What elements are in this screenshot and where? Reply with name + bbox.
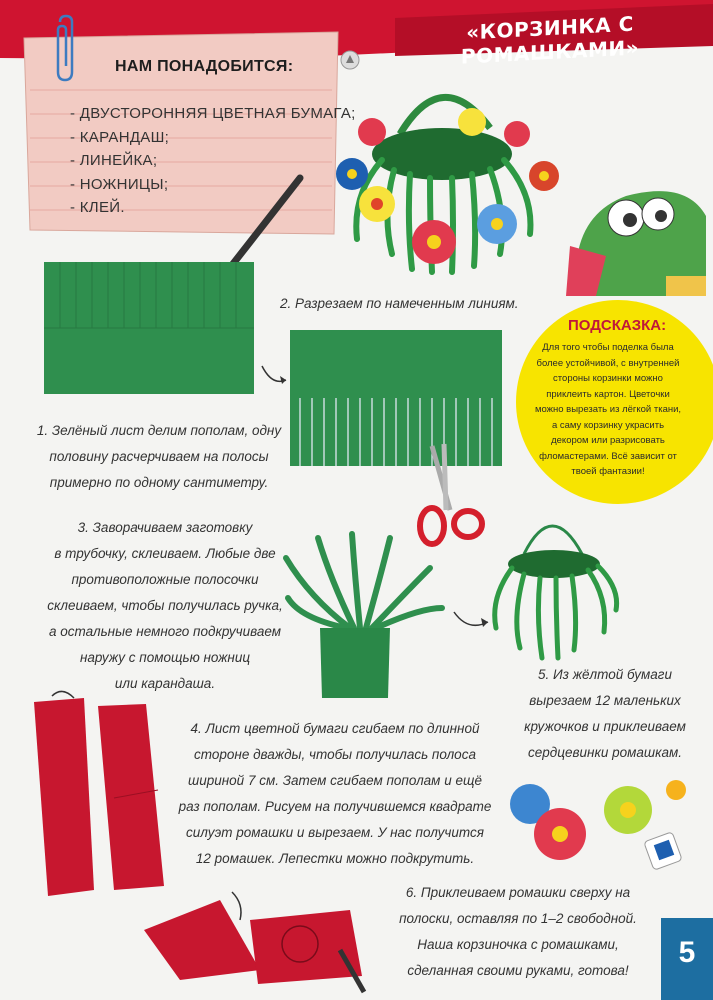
arrow-icon xyxy=(450,604,494,634)
dinosaur-mascot-image xyxy=(566,176,706,296)
finished-basket-image xyxy=(312,74,572,284)
step-4-text: 4. Лист цветной бумаги сгибаем по длинной стороне дважды, чтобы получилась полоса шириной 7 см. Затем сгибаем пополам и ещё раз пополам. Рисуем на получившемся квадрате силуэт ромашки и вырезаем. У нас получится 12 ромашек. Лепестки можно подкрутить. xyxy=(178,721,492,866)
page-title: «КОРЗИНКА С РОМАШКАМИ» xyxy=(460,11,640,69)
red-strip-fold-image xyxy=(28,690,178,900)
list-item: - ДВУСТОРОННЯЯ ЦВЕТНАЯ БУМАГА; xyxy=(70,105,356,122)
arrow-icon xyxy=(258,360,292,390)
step-1-text: 1. Зелёный лист делим пополам, одну половину расчерчиваем на полосы примерно по одному сантиметру. xyxy=(36,423,282,490)
page-number: 5 xyxy=(678,936,696,969)
paperclip-icon xyxy=(50,14,80,84)
red-daisy-cut-image xyxy=(140,880,370,995)
list-item: - НОЖНИЦЫ; xyxy=(70,175,169,193)
step-6-text: 6. Приклеиваем ромашки сверху на полоски, оставляя по 1–2 свободной. Наша корзиночка с ромашками, сделанная своими руками, готова! xyxy=(399,885,637,978)
materials-title: НАМ ПОНАДОБИТСЯ: xyxy=(115,58,294,75)
hint-title: ПОДСКАЗКА: xyxy=(568,317,667,334)
list-item: - КАРАНДАШ; xyxy=(70,128,170,146)
list-item: - КЛЕЙ. xyxy=(70,199,125,216)
step-5-text: 5. Из жёлтой бумаги вырезаем 12 маленьких кружочков и приклеиваем сердцевинки ромашкам. xyxy=(524,667,686,760)
rolled-tube-image xyxy=(280,528,450,708)
basket-image xyxy=(490,498,620,668)
paper-daisies-image xyxy=(500,770,710,880)
pin-icon xyxy=(339,49,361,71)
step-2-text: 2. Разрезаем по намеченным линиям. xyxy=(280,296,519,311)
page-number-tab xyxy=(661,918,713,1000)
list-item: - ЛИНЕЙКА; xyxy=(70,152,158,169)
hint-text: Для того чтобы поделка была более устойчивой, с внутренней стороны корзинки можно приклеить картон. Цветочки можно вырезать из лёгкой ткани, а саму корзинку украсить декором или разрисовать фломастерами. Всё зависит от твоей фантазии! xyxy=(534,342,682,477)
step-3-text: 3. Заворачиваем заготовку в трубочку, склеиваем. Любые две противоположные полосочки склеиваем, чтобы получилась ручка, а остальные немного подкручиваем наружу с помощью ножниц или карандаша. xyxy=(47,520,283,691)
green-sheet-lined-image xyxy=(40,258,258,398)
